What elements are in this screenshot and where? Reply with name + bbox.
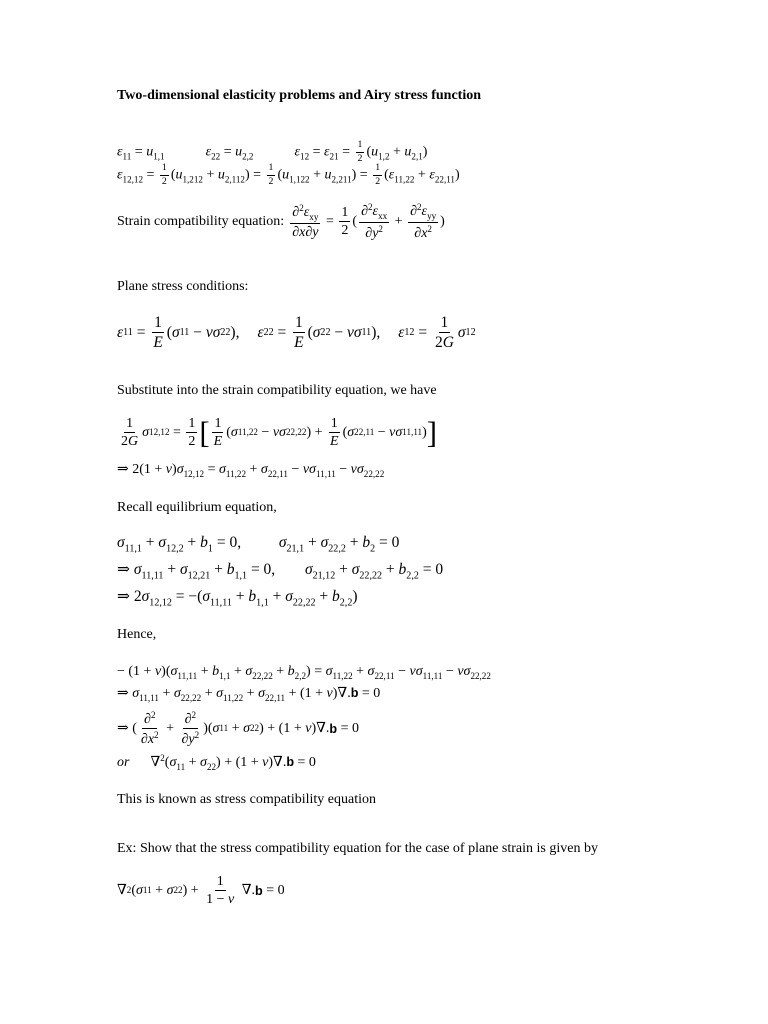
- hence-equation-1: − $(1 + \nu)(\sigma_{11,11} + b_{1,1} + \sigma_{22,22} + b_{2,2}) = \sigma_{11,22} + \sigma_{22,11} - \nu\sigma_{11,11} - \nu\sigma_{22,22}$: [117, 664, 491, 682]
- substituted-equation: $\frac{1}{2G}$ σ 12,12 = $\frac{1}{2}$ [ $\frac{1}{E}$ ( σ 11,22 − νσ 22,22 ) + $\frac{1}{E}$ ( σ 22,11 − νσ 11,11 ) ]: [121, 415, 438, 450]
- equilibrium-equation-3: ⇒ $2\sigma_{12,12} = -(\sigma_{11,11} + b_{1,1} + \sigma_{22,22} + b_{2,2})$: [117, 588, 358, 609]
- hence-label: Hence,: [117, 627, 157, 642]
- plane-stress-equation: ε 11 = $\frac{1}{E}$ ( σ 11 − νσ 22 ), ε 22 = $\frac{1}{E}$ ( σ 22 − νσ 11 ), ε 12 = $\frac{1}{2G}$ σ 12: [117, 314, 476, 352]
- strain-compatibility-label: Strain compatibility equation:: [117, 213, 285, 229]
- document-title: Two-dimensional elasticity problems and Airy stress function: [117, 88, 482, 103]
- hence-equation-3: ⇒ ( $\frac{\partial^2}{\partial x^2}$ + $\frac{\partial^2}{\partial y^2}$ )( σ 11 + σ 22 ) + (1 + ν )∇. b = 0: [117, 710, 359, 748]
- plane-strain-equation: ∇ 2 ( σ 11 + σ 22 ) + $\frac{1}{1 - \nu}$ ∇. b = 0: [117, 874, 285, 908]
- recall-label: Recall equilibrium equation,: [117, 500, 277, 515]
- plane-stress-label: Plane stress conditions:: [117, 279, 249, 294]
- exercise-text: Ex: Show that the stress compatibility equation for the case of plane strain is given by: [117, 841, 598, 856]
- substituted-result-equation: ⇒ $2(1 + \nu)\sigma_{12,12} = \sigma_{11,22} + \sigma_{22,11} - \nu\sigma_{11,11} - \nu\sigma_{22,22}$: [117, 462, 385, 480]
- or-label: or: [117, 755, 130, 770]
- hence-equation-2: ⇒ $\sigma_{11,11} + \sigma_{22,22} + \sigma_{11,22} + \sigma_{22,11} + (1 + \nu)\nabla.b = 0$: [117, 686, 381, 704]
- equilibrium-equation-2: ⇒ $\sigma_{11,11} + \sigma_{12,21} + b_{1,1} = 0$, $\sigma_{21,12} + \sigma_{22,22} + b_{2,2} = 0$: [117, 561, 444, 582]
- stress-compatibility-note: This is known as stress compatibility equation: [117, 792, 376, 807]
- strain-compatibility-equation: Strain compatibility equation: $\frac{\partial^2\varepsilon_{xy}}{\partial x\partial y}$ = $\frac{1}{2}$ ( $\frac{\partial^2\varepsilon_{xx}}{\partial y^2}$ + $\frac{\partial^2\varepsilon_{yy}}{\partial x^2}$ ): [117, 202, 445, 242]
- substitute-label: Substitute into the strain compatibility equation, we have: [117, 383, 437, 398]
- strain-definitions-equation: $\varepsilon_{11} = u_{1,1}$ $\varepsilon_{22} = u_{2,2}$ $\varepsilon_{12} = \varepsilon_{21}$ = $\frac{1}{2}$ $(u_{1,2} + u_{2,1})$: [117, 139, 428, 164]
- hence-equation-4: or $\nabla^2(\sigma_{11} + \sigma_{22}) + (1 + \nu)\nabla.b = 0$: [117, 753, 316, 773]
- strain-derivative-equation: $\varepsilon_{12,12}$ = $\frac{1}{2}$ $(u_{1,212} + u_{2,112})$ = $\frac{1}{2}$ $(u_{1,122} + u_{2,211})$ = $\frac{1}{2}$ $(\varepsilon_{11,22} + \varepsilon_{22,11})$: [117, 162, 460, 187]
- equilibrium-equation-1: $\sigma_{11,1} + \sigma_{12,2} + b_1 = 0$, $\sigma_{21,1} + \sigma_{22,2} + b_2 = 0$: [117, 534, 400, 555]
